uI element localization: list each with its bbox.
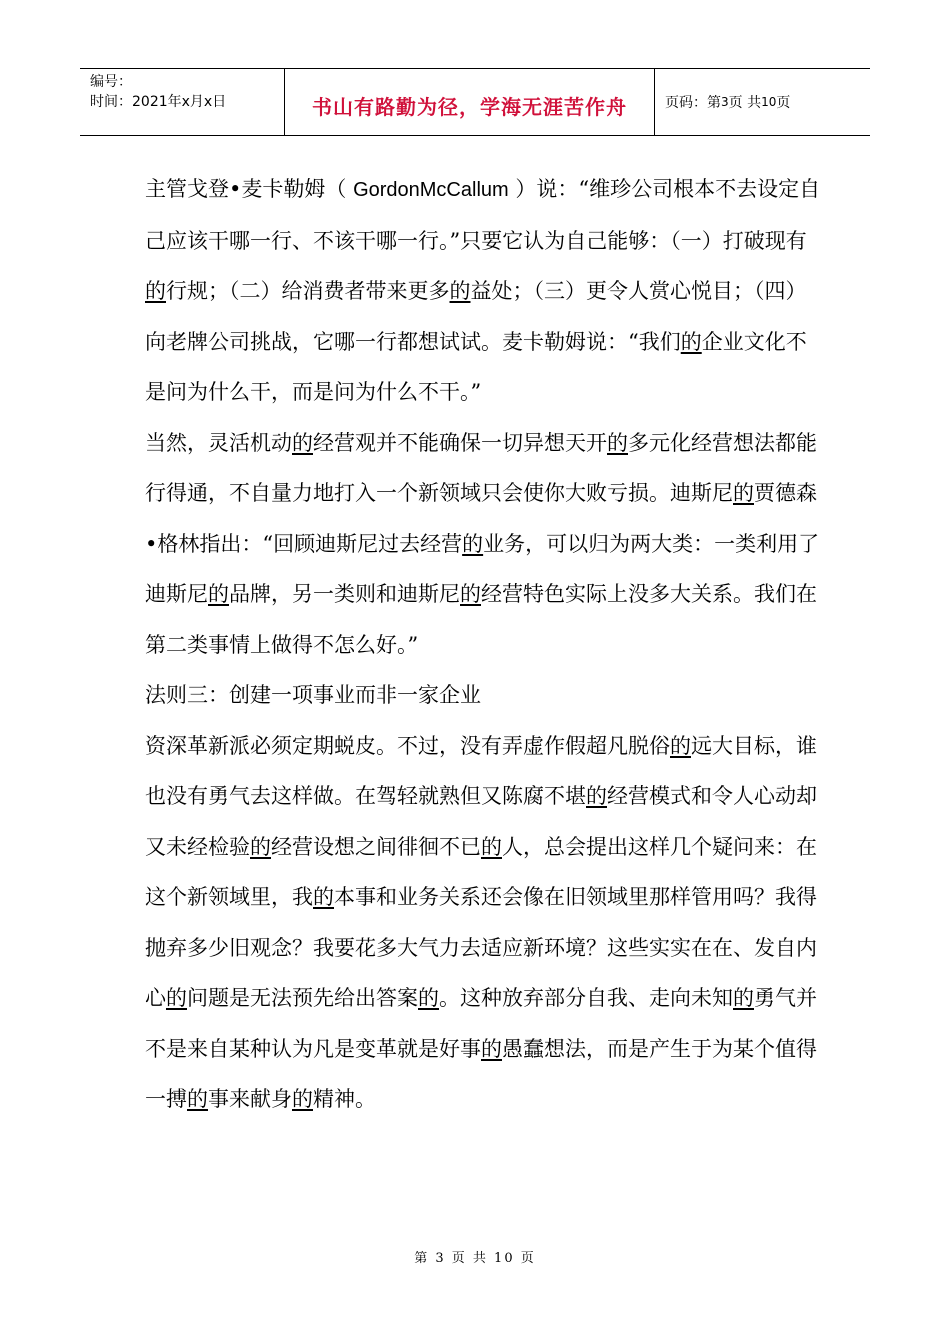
text-run: 业务，可以归为两大类：一类利用了迪斯尼 — [145, 531, 820, 606]
page-info-total: 10 — [761, 95, 777, 109]
underlined-word: 的 — [733, 481, 754, 505]
text-run: 资深革新派必须定期蜕皮。不过，没有弄虚作假超凡脱俗 — [145, 733, 670, 758]
underlined-word: 的 — [460, 582, 481, 606]
text-run: 主管戈登•麦卡勒姆（ — [145, 177, 354, 201]
text-run: 精神。 — [313, 1087, 376, 1111]
underlined-word: 的 — [449, 279, 471, 303]
underlined-word: 的 — [187, 1087, 208, 1111]
underlined-word: 的 — [250, 834, 271, 859]
text-run: 企业文化不是问为什么干，而是问为什么不干。” — [145, 329, 807, 404]
underlined-word: 的 — [292, 430, 313, 455]
text-run: 多元化经营想法都能行得通，不自量力地打入一个新领域只会使你大败亏损。迪斯尼 — [145, 430, 817, 505]
page-info-suffix: 页 — [776, 95, 791, 111]
paragraph-4 — [145, 721, 825, 1125]
header-page-info — [655, 69, 870, 135]
section-heading: 法则三：创建一项事业而非一家企业 — [145, 683, 481, 707]
text-run: 经营特色实际上没多大关系。我们在第二类事情上做得不怎么好。” — [145, 582, 817, 657]
text-run: 。这种放弃部分自我、走向未知 — [439, 986, 733, 1010]
underlined-word: 的 — [145, 279, 166, 303]
text-run: 经营观并不能确保一切异想天开 — [313, 430, 607, 455]
text-run: 人，总会提出这样几个疑问来：在这个新领域里，我 — [145, 834, 817, 909]
underlined-word: 的 — [481, 1036, 502, 1061]
underlined-word: 的 — [586, 784, 607, 808]
page-info-prefix: 页码：第 — [665, 95, 721, 111]
underlined-word: 的 — [670, 733, 691, 758]
paragraph-1 — [145, 164, 825, 418]
text-run: 经营设想之间徘徊不已 — [271, 834, 481, 859]
text-run: 经营模式和令人心动却又未经检验 — [145, 784, 817, 859]
text-run-latin: GordonMcCallum — [353, 179, 509, 201]
header-meta — [80, 69, 285, 135]
text-run: 事来献身 — [208, 1087, 292, 1111]
underlined-word: 的 — [313, 885, 334, 909]
text-run: 问题是无法预先给出答案 — [187, 986, 418, 1010]
underlined-word: 的 — [462, 531, 484, 556]
underlined-word: 的 — [418, 986, 439, 1010]
paragraph-2 — [145, 418, 825, 671]
page-info-mid: 页 共 — [728, 95, 762, 111]
text-run: 当然，灵活机动 — [145, 430, 292, 455]
underlined-word: 的 — [680, 329, 702, 354]
underlined-word: 的 — [607, 430, 628, 455]
page-header — [80, 68, 870, 136]
header-motto: 书山有路勤为径，学海无涯苦作舟 — [312, 94, 627, 119]
page-footer: 第 3 页 共 10 页 — [414, 1251, 536, 1266]
underlined-word: 的 — [292, 1087, 313, 1111]
text-run: 品牌，另一类则和迪斯尼 — [229, 582, 460, 606]
document-body — [145, 164, 825, 1125]
text-run: 愚蠢想法，而是产生于为某个值得一搏 — [145, 1036, 817, 1111]
text-run: 本事和业务关系还会像在旧领域里那样管用吗？我得抛弃多少旧观念？我要花多大气力去适应新环境？这些实实在在、发自内心 — [145, 885, 817, 1010]
header-motto-cell — [285, 69, 655, 135]
text-run: 勇气并不是来自某种认为凡是变革就是好事 — [145, 986, 817, 1061]
underlined-word: 的 — [733, 986, 754, 1010]
underlined-word: 的 — [166, 986, 187, 1010]
text-run: ）说：“维珍公司根本不去设定自己应该干哪一行、不该干哪一行。”只要它认为自己能够：（一）打破现有 — [145, 177, 821, 253]
text-run: 贾德森•格林指出：“回顾迪斯尼过去经营 — [145, 481, 817, 556]
underlined-word: 的 — [208, 582, 229, 606]
document-time-label: 时间：2021年x月x日 — [90, 94, 227, 110]
text-run: 远大目标，谁也没有勇气去这样做。在驾轻就熟但又陈腐不堪 — [145, 733, 817, 808]
text-run: 行规；（二）给消费者带来更多 — [166, 279, 450, 303]
text-run: 益处；（三）更令人赏心悦目；（四）向老牌公司挑战，它哪一行都想试试。麦卡勒姆说：“我们 — [145, 279, 807, 354]
document-number-label: 编号： — [90, 74, 132, 90]
underlined-word: 的 — [481, 834, 502, 859]
page-info-current: 3 — [721, 95, 729, 109]
